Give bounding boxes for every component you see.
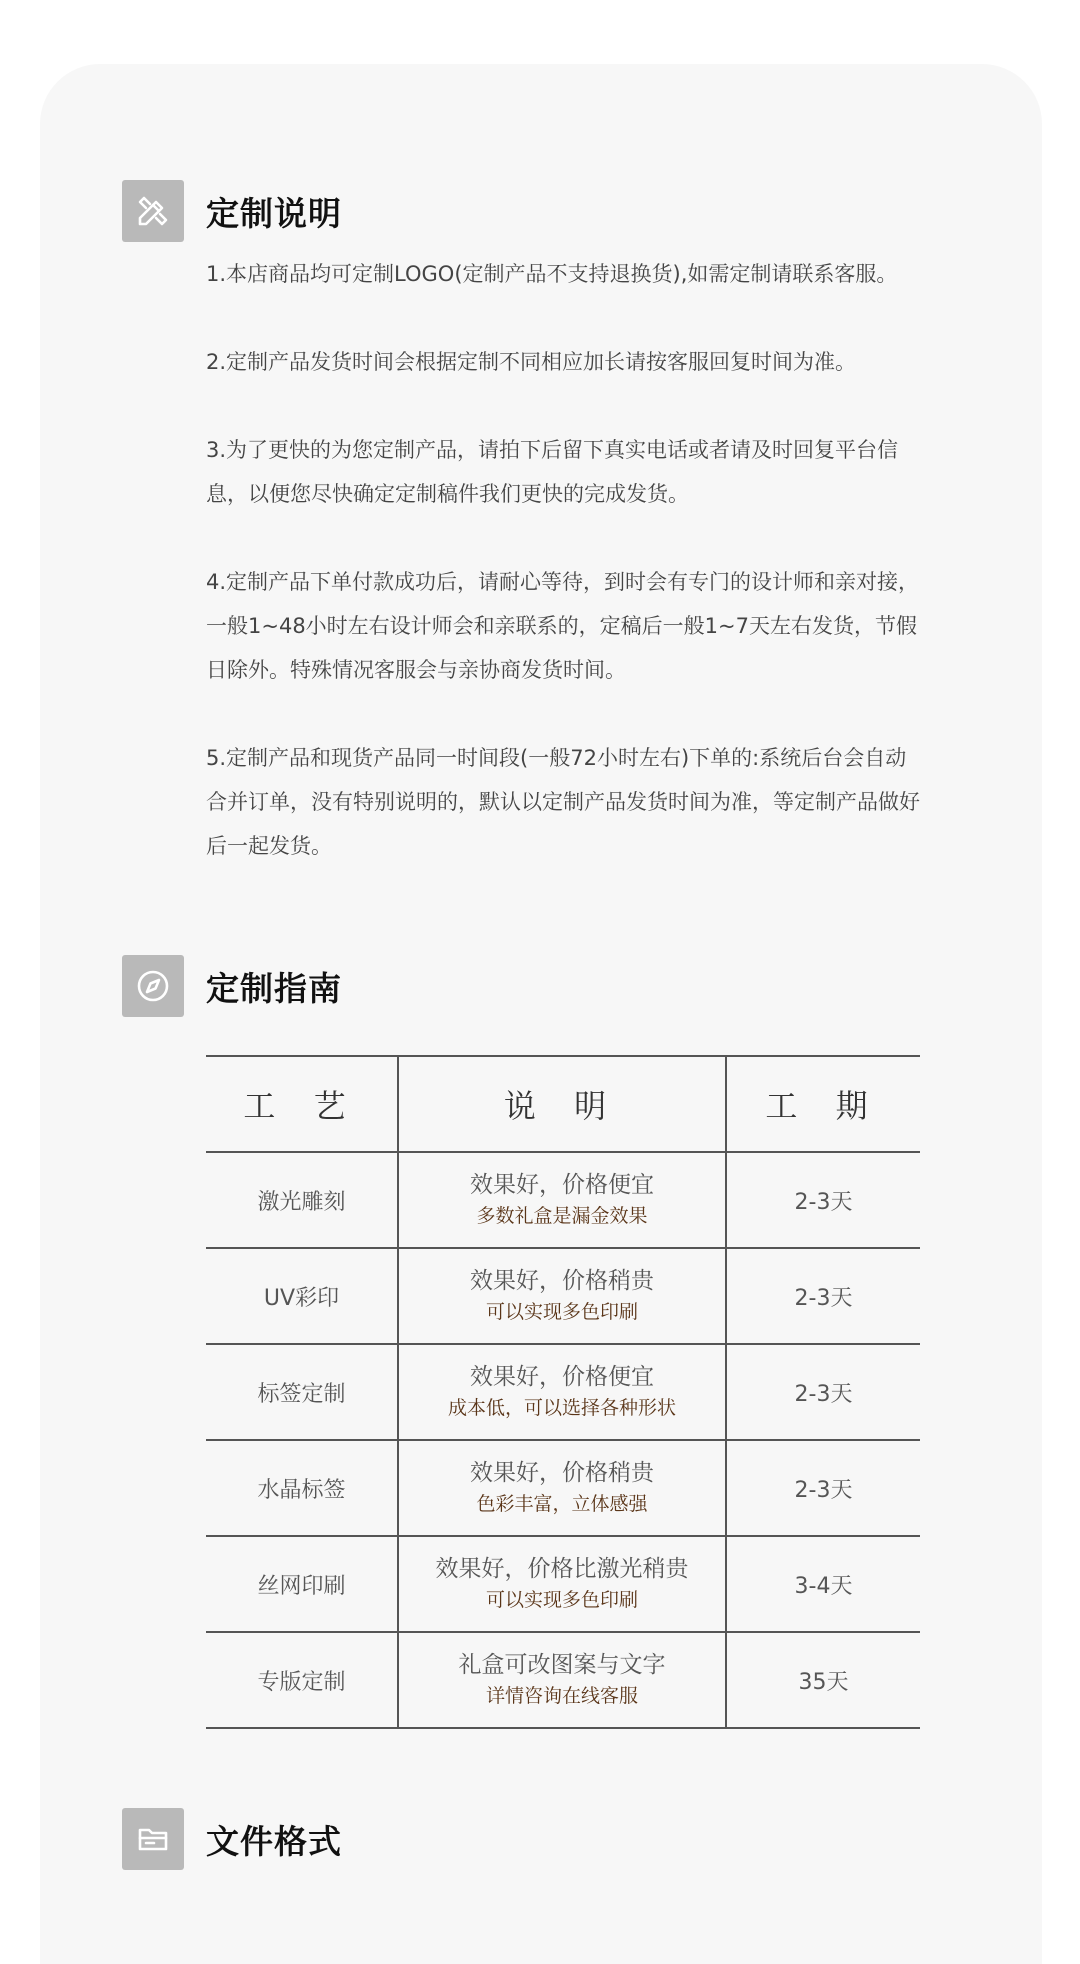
table-row — [206, 1248, 920, 1344]
table-row — [206, 1152, 920, 1248]
description-sub: 详情咨询在线客服 — [485, 1685, 638, 1707]
period-cell: 2-3天 — [726, 1344, 920, 1440]
table-row — [206, 1344, 920, 1440]
craft-cell: 水晶标签 — [206, 1440, 398, 1536]
table-row — [206, 1536, 920, 1632]
note-item: 1.本店商品均可定制LOGO(定制产品不支持退换货),如需定制请联系客服。 — [206, 262, 898, 286]
note-item: 4.定制产品下单付款成功后，请耐心等待，到时会有专门的设计师和亲对接，一般1~48小时左右设计师会和亲联系的，定稿后一般1~7天左右发货，节假日除外。特殊情况客服会与亲协商发货时间。 — [206, 570, 920, 682]
column-header-craft: 工 艺 — [206, 1056, 398, 1152]
description-cell — [398, 1536, 726, 1632]
description-sub: 色彩丰富，立体感强 — [476, 1493, 648, 1515]
column-header-description: 说 明 — [398, 1056, 726, 1152]
compass-icon — [122, 955, 184, 1017]
column-header-period: 工 期 — [726, 1056, 920, 1152]
description-main: 效果好，价格稍贵 — [470, 1460, 654, 1486]
table-header-row — [206, 1056, 920, 1152]
note-item: 5.定制产品和现货产品同一时间段(一般72小时左右)下单的:系统后台会自动合并订单，没有特别说明的，默认以定制产品发货时间为准，等定制产品做好后一起发货。 — [206, 746, 920, 858]
description-cell — [398, 1344, 726, 1440]
description-sub: 可以实现多色印刷 — [485, 1589, 638, 1611]
period-cell: 2-3天 — [726, 1152, 920, 1248]
description-cell — [398, 1440, 726, 1536]
description-cell — [398, 1152, 726, 1248]
section-header-custom-notes — [122, 180, 342, 242]
section-title: 文件格式 — [206, 1821, 342, 1861]
folder-icon — [122, 1808, 184, 1870]
period-cell: 2-3天 — [726, 1440, 920, 1536]
description-cell — [398, 1248, 726, 1344]
description-cell — [398, 1632, 726, 1728]
table-row — [206, 1632, 920, 1728]
craft-cell: UV彩印 — [206, 1248, 398, 1344]
period-cell: 35天 — [726, 1632, 920, 1728]
custom-guide-table — [206, 1055, 920, 1729]
period-cell: 2-3天 — [726, 1248, 920, 1344]
section-header-custom-guide — [122, 955, 342, 1017]
description-sub: 多数礼盒是漏金效果 — [476, 1205, 648, 1227]
table-row — [206, 1440, 920, 1536]
description-main: 效果好，价格比激光稍贵 — [435, 1556, 689, 1582]
craft-cell: 激光雕刻 — [206, 1152, 398, 1248]
description-sub: 可以实现多色印刷 — [485, 1301, 638, 1323]
craft-cell: 丝网印刷 — [206, 1536, 398, 1632]
description-main: 效果好，价格便宜 — [470, 1172, 654, 1198]
description-main: 效果好，价格便宜 — [470, 1364, 654, 1390]
craft-cell: 专版定制 — [206, 1632, 398, 1728]
pencil-ruler-icon — [122, 180, 184, 242]
period-cell: 3-4天 — [726, 1536, 920, 1632]
custom-notes-list — [206, 252, 926, 912]
section-title: 定制说明 — [206, 193, 342, 233]
section-header-file-format — [122, 1808, 342, 1870]
section-title: 定制指南 — [206, 968, 342, 1008]
note-item: 3.为了更快的为您定制产品，请拍下后留下真实电话或者请及时回复平台信息，以便您尽快确定定制稿件我们更快的完成发货。 — [206, 438, 899, 506]
description-sub: 成本低，可以选择各种形状 — [447, 1397, 676, 1419]
note-item: 2.定制产品发货时间会根据定制不同相应加长请按客服回复时间为准。 — [206, 350, 857, 374]
description-main: 效果好，价格稍贵 — [470, 1268, 654, 1294]
description-main: 礼盒可改图案与文字 — [458, 1652, 666, 1678]
craft-cell: 标签定制 — [206, 1344, 398, 1440]
